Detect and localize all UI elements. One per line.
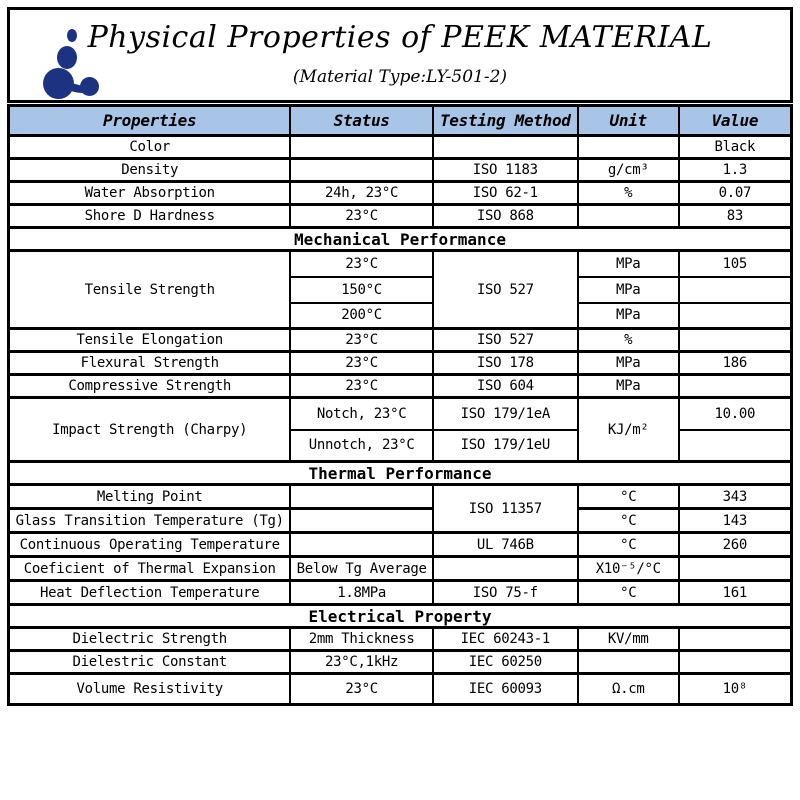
table-cell: 24h, 23°C bbox=[290, 182, 433, 205]
table-row bbox=[9, 205, 792, 228]
table-cell: UL 746B bbox=[433, 533, 578, 557]
column-header-properties: Properties bbox=[9, 106, 291, 136]
table-cell: Dielestric Constant bbox=[9, 651, 291, 674]
table-cell: Volume Resistivity bbox=[9, 674, 291, 705]
table-cell: ISO 178 bbox=[433, 352, 578, 375]
table-cell: Unnotch, 23°C bbox=[290, 430, 433, 462]
table-cell bbox=[679, 557, 792, 581]
table-cell: 260 bbox=[679, 533, 792, 557]
table-cell: ISO 11357 bbox=[433, 485, 578, 533]
table-cell: Flexural Strength bbox=[9, 352, 291, 375]
table-row bbox=[9, 329, 792, 352]
table-cell bbox=[679, 303, 792, 329]
table-cell bbox=[290, 509, 433, 533]
table-cell: 83 bbox=[679, 205, 792, 228]
table-row bbox=[9, 159, 792, 182]
table-cell: Glass Transition Temperature (Tg) bbox=[9, 509, 291, 533]
table-cell: MPa bbox=[578, 352, 679, 375]
table-row bbox=[9, 136, 792, 159]
material-type-subtitle: (Material Type:LY-501-2) bbox=[292, 67, 508, 87]
table-cell: Coeficient of Thermal Expansion bbox=[9, 557, 291, 581]
table-cell bbox=[433, 557, 578, 581]
section-header: Electrical Property bbox=[9, 605, 792, 628]
section-header: Mechanical Performance bbox=[9, 228, 792, 251]
table-row bbox=[9, 509, 792, 533]
table-cell: 23°C bbox=[290, 329, 433, 352]
page-title: Physical Properties of PEEK MATERIAL bbox=[87, 20, 713, 55]
table-cell: ISO 527 bbox=[433, 251, 578, 329]
table-cell: °C bbox=[578, 509, 679, 533]
table-cell bbox=[578, 651, 679, 674]
table-cell: ISO 179/1eU bbox=[433, 430, 578, 462]
table-cell: Tensile Elongation bbox=[9, 329, 291, 352]
table-cell: X10⁻⁵/°C bbox=[578, 557, 679, 581]
table-cell: °C bbox=[578, 581, 679, 605]
table-cell: 0.07 bbox=[679, 182, 792, 205]
table-row bbox=[9, 251, 792, 277]
table-cell bbox=[290, 136, 433, 159]
section-row bbox=[9, 605, 792, 628]
table-cell: KJ/m² bbox=[578, 398, 679, 462]
table-cell bbox=[679, 375, 792, 398]
table-cell: 2mm Thickness bbox=[290, 628, 433, 651]
table-cell bbox=[679, 651, 792, 674]
table-cell: 105 bbox=[679, 251, 792, 277]
table-cell bbox=[290, 485, 433, 509]
table-cell: Impact Strength (Charpy) bbox=[9, 398, 291, 462]
table-cell bbox=[290, 533, 433, 557]
table-row bbox=[9, 398, 792, 430]
table-cell: 1.3 bbox=[679, 159, 792, 182]
table-cell bbox=[290, 159, 433, 182]
header-row bbox=[9, 106, 792, 136]
table-cell: MPa bbox=[578, 251, 679, 277]
table-cell: KV/mm bbox=[578, 628, 679, 651]
table-cell: 23°C bbox=[290, 251, 433, 277]
table-cell: ISO 868 bbox=[433, 205, 578, 228]
section-row bbox=[9, 228, 792, 251]
table-cell: 23°C bbox=[290, 375, 433, 398]
table-cell: Melting Point bbox=[9, 485, 291, 509]
table-row bbox=[9, 651, 792, 674]
table-cell: 200°C bbox=[290, 303, 433, 329]
table-cell: °C bbox=[578, 533, 679, 557]
table-cell: 1.8MPa bbox=[290, 581, 433, 605]
table-cell: 23°C bbox=[290, 674, 433, 705]
table-cell: MPa bbox=[578, 303, 679, 329]
table-cell: g/cm³ bbox=[578, 159, 679, 182]
table-cell: Heat Deflection Temperature bbox=[9, 581, 291, 605]
table-cell: Below Tg Average bbox=[290, 557, 433, 581]
table-row bbox=[9, 485, 792, 509]
table-cell: Black bbox=[679, 136, 792, 159]
table-cell: 150°C bbox=[290, 277, 433, 303]
table-cell bbox=[578, 205, 679, 228]
column-header-value: Value bbox=[679, 106, 792, 136]
table-cell: Compressive Strength bbox=[9, 375, 291, 398]
table-cell bbox=[679, 329, 792, 352]
table-cell: 23°C,1kHz bbox=[290, 651, 433, 674]
table-cell bbox=[679, 628, 792, 651]
table-cell: Color bbox=[9, 136, 291, 159]
table-cell: ISO 75-f bbox=[433, 581, 578, 605]
table-cell: 343 bbox=[679, 485, 792, 509]
properties-table bbox=[7, 104, 793, 706]
table-cell: MPa bbox=[578, 277, 679, 303]
section-header: Thermal Performance bbox=[9, 462, 792, 485]
table-cell: 186 bbox=[679, 352, 792, 375]
titles-block bbox=[10, 20, 790, 87]
table-cell: Continuous Operating Temperature bbox=[9, 533, 291, 557]
column-header-status: Status bbox=[290, 106, 433, 136]
table-cell: Density bbox=[9, 159, 291, 182]
table-cell: 23°C bbox=[290, 205, 433, 228]
column-header-testing-method: Testing Method bbox=[433, 106, 578, 136]
table-row bbox=[9, 533, 792, 557]
table-cell: Tensile Strength bbox=[9, 251, 291, 329]
table-cell: 23°C bbox=[290, 352, 433, 375]
table-cell: ISO 179/1eA bbox=[433, 398, 578, 430]
table-cell: ISO 604 bbox=[433, 375, 578, 398]
table-cell: ISO 1183 bbox=[433, 159, 578, 182]
table-cell: 143 bbox=[679, 509, 792, 533]
table-cell: 10.00 bbox=[679, 398, 792, 430]
table-row bbox=[9, 375, 792, 398]
table-cell bbox=[679, 277, 792, 303]
table-cell: IEC 60250 bbox=[433, 651, 578, 674]
table-cell bbox=[578, 136, 679, 159]
table-cell: % bbox=[578, 182, 679, 205]
table-body bbox=[9, 136, 792, 705]
table-cell: Water Absorption bbox=[9, 182, 291, 205]
table-cell: Notch, 23°C bbox=[290, 398, 433, 430]
table-row bbox=[9, 182, 792, 205]
table-row bbox=[9, 352, 792, 375]
table-cell: Shore D Hardness bbox=[9, 205, 291, 228]
table-cell: ISO 62-1 bbox=[433, 182, 578, 205]
table-row bbox=[9, 674, 792, 705]
table-row bbox=[9, 628, 792, 651]
table-cell: IEC 60243-1 bbox=[433, 628, 578, 651]
title-box bbox=[7, 7, 793, 103]
table-row bbox=[9, 557, 792, 581]
table-cell: 10⁸ bbox=[679, 674, 792, 705]
table-cell: % bbox=[578, 329, 679, 352]
table-cell: °C bbox=[578, 485, 679, 509]
table-cell: ISO 527 bbox=[433, 329, 578, 352]
table-cell bbox=[433, 136, 578, 159]
column-header-unit: Unit bbox=[578, 106, 679, 136]
table-cell bbox=[679, 430, 792, 462]
table-cell: Dielectric Strength bbox=[9, 628, 291, 651]
section-row bbox=[9, 462, 792, 485]
table-row bbox=[9, 581, 792, 605]
table-header-row bbox=[9, 106, 792, 136]
table-cell: IEC 60093 bbox=[433, 674, 578, 705]
table-cell: Ω.cm bbox=[578, 674, 679, 705]
table-cell: MPa bbox=[578, 375, 679, 398]
table-cell: 161 bbox=[679, 581, 792, 605]
